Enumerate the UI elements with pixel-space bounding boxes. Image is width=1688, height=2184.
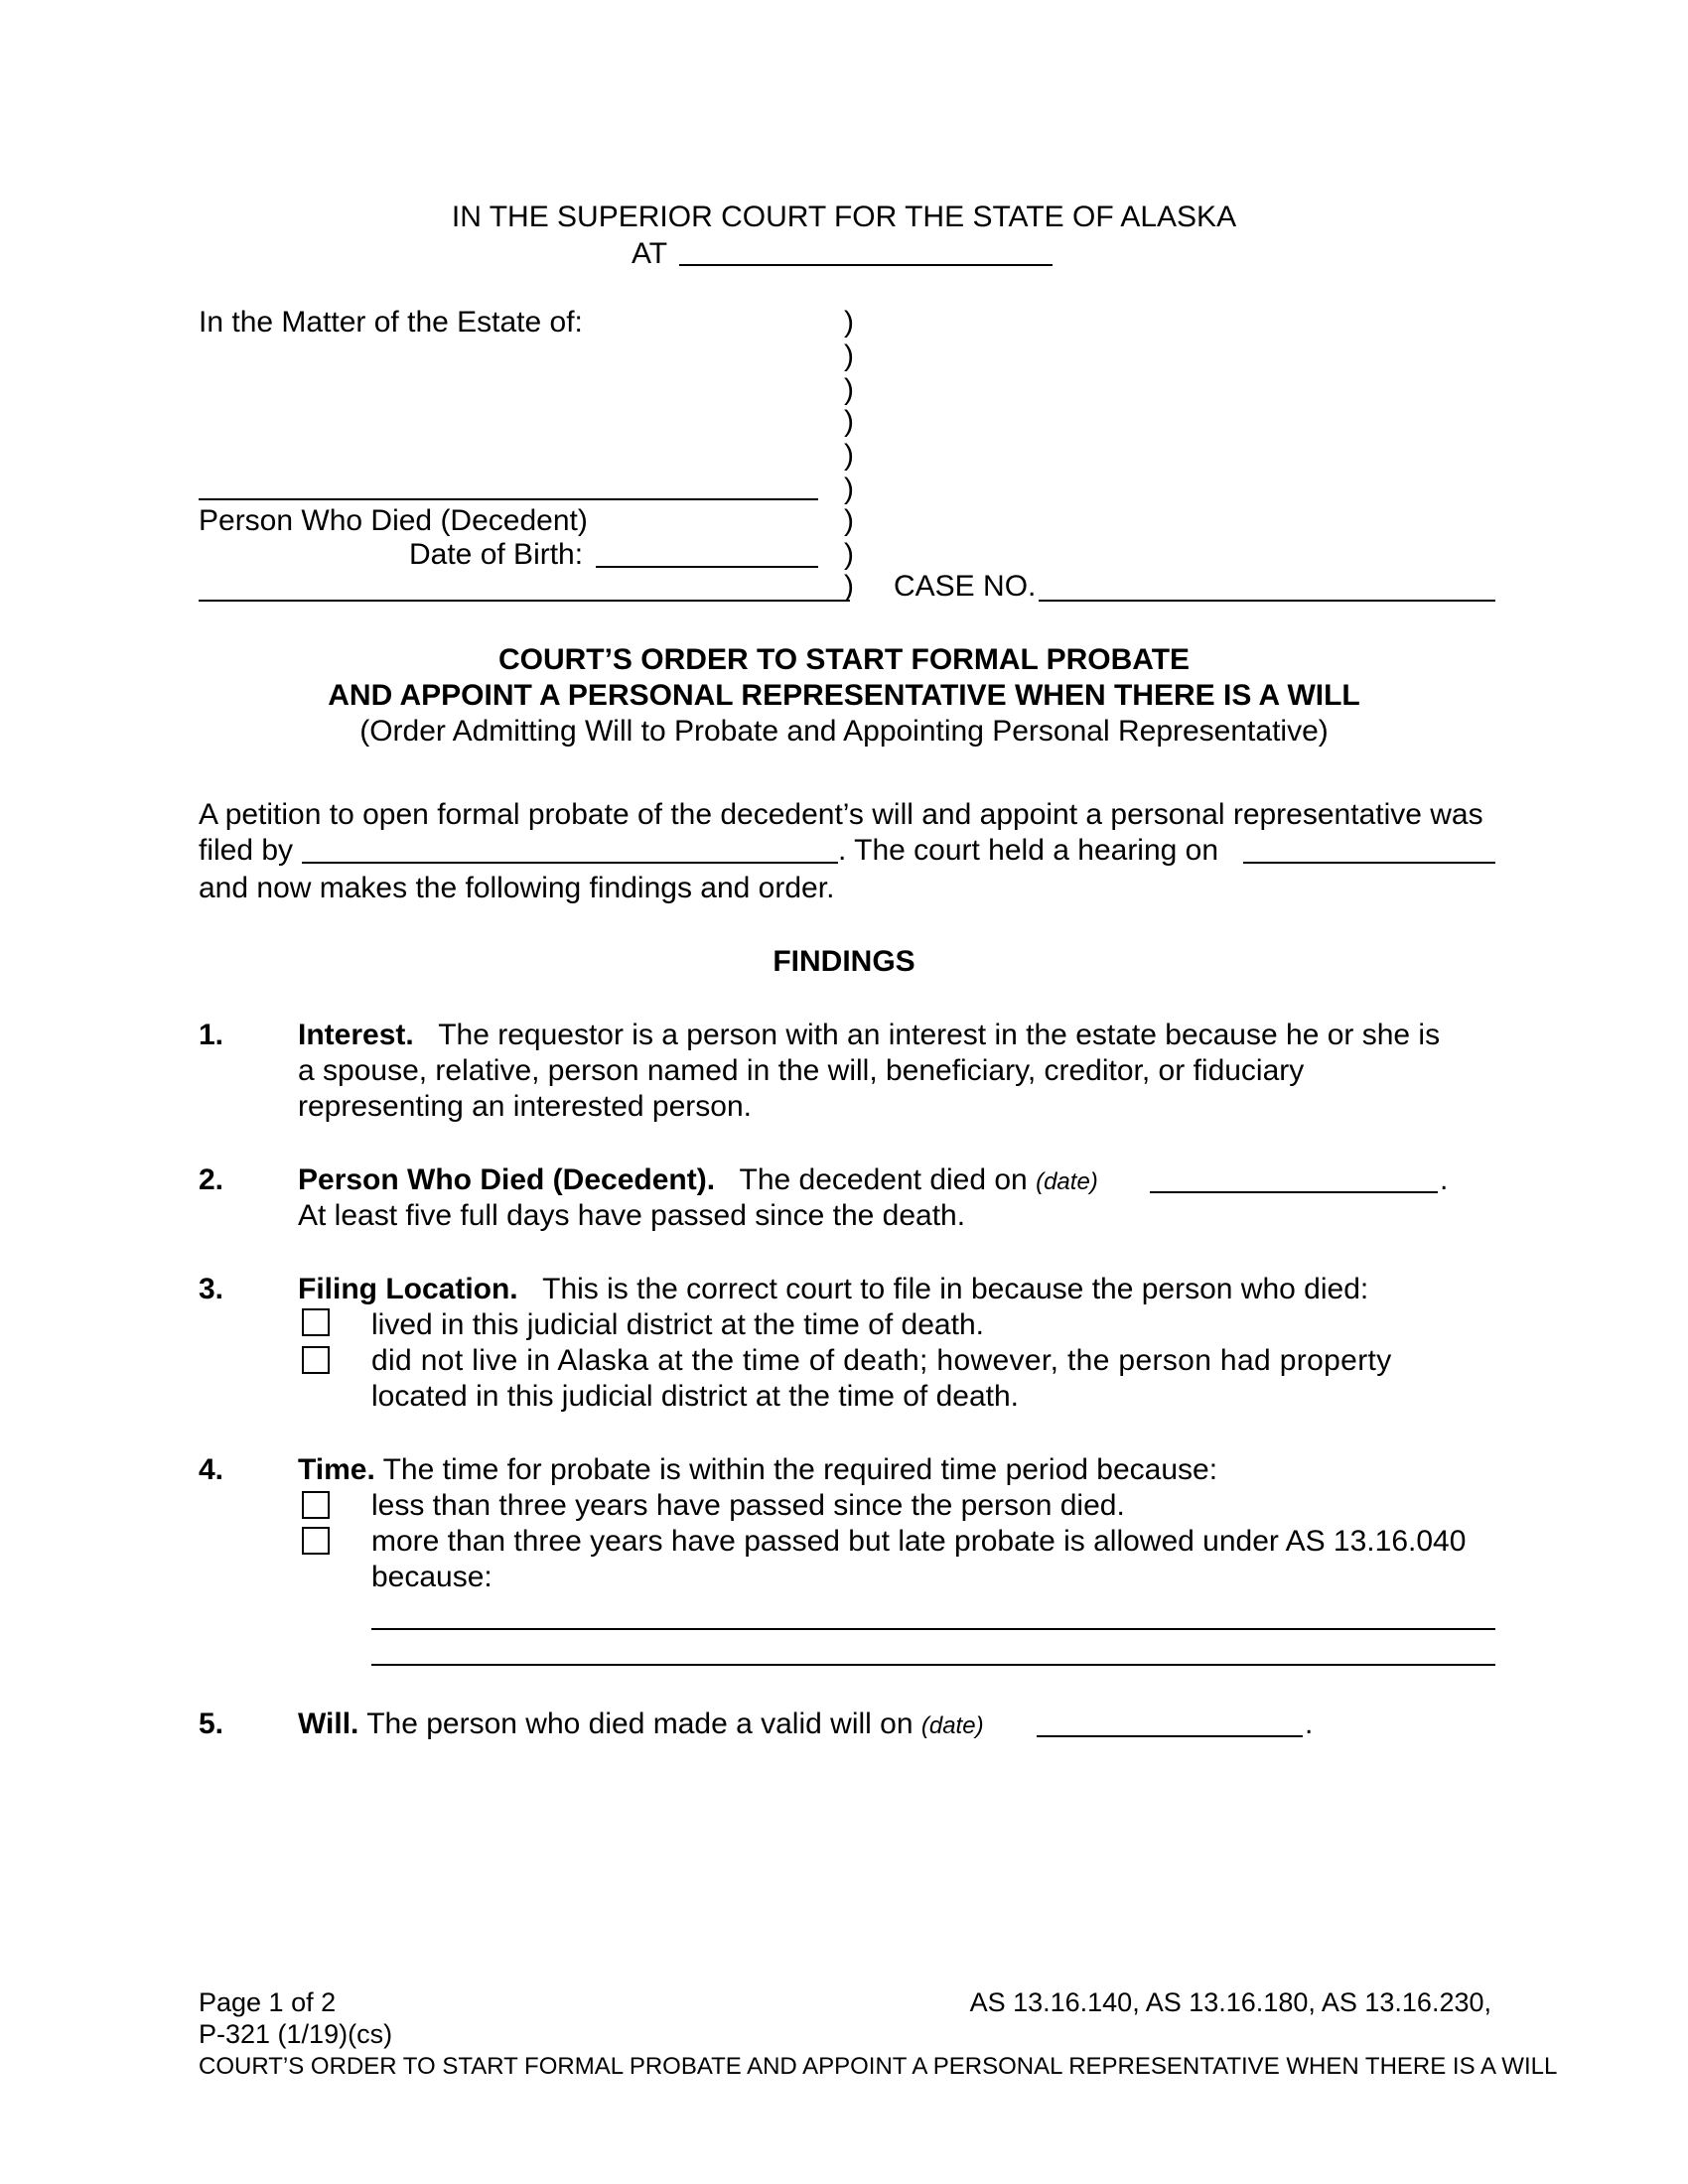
period: . [1440, 1163, 1449, 1196]
dob-field[interactable] [596, 566, 818, 568]
finding-number: 2. [199, 1163, 224, 1196]
finding-5-line1: The person who died made a valid will on [366, 1707, 914, 1740]
finding-2-line1: The decedent died on [739, 1163, 1028, 1196]
finding-1-line3: representing an interested person. [298, 1090, 752, 1123]
decedent-name-field[interactable] [199, 498, 818, 500]
finding-4-heading: Time. [298, 1453, 375, 1486]
finding-4-text [298, 1455, 1217, 1485]
caption-paren: ) [844, 570, 854, 603]
form-number: P-321 (1/19)(cs) [199, 2019, 393, 2049]
property-in-district-checkbox[interactable] [302, 1346, 330, 1374]
caption-paren: ) [844, 373, 854, 406]
decedent-label: Person Who Died (Decedent) [199, 504, 588, 537]
dob-label: Date of Birth: [409, 538, 584, 571]
finding-3-option2-line2: located in this judicial district at the time of death. [371, 1380, 1020, 1413]
finding-number: 1. [199, 1019, 224, 1051]
finding-2-text [298, 1165, 1098, 1195]
caption-paren: ) [844, 405, 854, 438]
case-no-field[interactable] [1039, 600, 1495, 602]
finding-3-heading: Filing Location. [298, 1273, 518, 1305]
finding-1-line2: a spouse, relative, person named in the will, beneficiary, creditor, or fiduciary [298, 1054, 1305, 1087]
document-subtitle: (Order Admitting Will to Probate and Appointing Personal Representative) [359, 715, 1329, 748]
case-no-label: CASE NO. [894, 570, 1037, 603]
late-probate-checkbox[interactable] [302, 1527, 330, 1555]
finding-5-heading: Will. [298, 1707, 359, 1740]
date-hint: (date) [920, 1712, 984, 1739]
intro-line3: and now makes the following findings and order. [199, 872, 835, 904]
finding-3-option2-line1: did not live in Alaska at the time of death; however, the person had property [371, 1344, 1392, 1377]
court-heading: IN THE SUPERIOR COURT FOR THE STATE OF ALASKA [451, 201, 1237, 233]
caption-bottom-line [199, 600, 850, 602]
late-probate-reason-field[interactable] [371, 1628, 1495, 1630]
finding-number: 4. [199, 1453, 224, 1486]
caption-paren: ) [844, 504, 854, 537]
under-three-years-checkbox[interactable] [302, 1491, 330, 1519]
estate-matter-label: In the Matter of the Estate of: [199, 306, 583, 339]
finding-2-heading: Person Who Died (Decedent). [298, 1163, 716, 1196]
page-number: Page 1 of 2 [199, 1987, 337, 2017]
finding-1-heading: Interest. [298, 1019, 414, 1051]
finding-number: 3. [199, 1273, 224, 1305]
finding-3-line1: This is the correct court to file in because the person who died: [542, 1273, 1369, 1305]
finding-number: 5. [199, 1707, 224, 1740]
finding-3-text [298, 1275, 1368, 1304]
court-location-label: AT [632, 237, 668, 270]
filed-by-label: filed by [199, 834, 294, 867]
caption-paren: ) [844, 340, 854, 372]
finding-4-option2-line1: more than three years have passed but late probate is allowed under AS 13.16.040 [371, 1525, 1467, 1558]
court-location-field[interactable] [679, 264, 1053, 266]
finding-1-text [298, 1021, 1440, 1050]
caption-paren: ) [844, 439, 854, 472]
finding-2-line2: At least five full days have passed since the death. [298, 1199, 966, 1232]
will-date-field[interactable] [1037, 1735, 1303, 1737]
finding-5-text [298, 1709, 984, 1739]
date-hint: (date) [1036, 1168, 1098, 1195]
petitioner-field[interactable] [302, 862, 838, 864]
findings-heading: FINDINGS [773, 945, 915, 978]
finding-4-option1: less than three years have passed since the person died. [371, 1489, 1125, 1522]
caption-paren: ) [844, 473, 854, 505]
document-title-line1: COURT’S ORDER TO START FORMAL PROBATE [497, 643, 1191, 676]
statute-references: AS 13.16.140, AS 13.16.180, AS 13.16.230, [969, 1987, 1491, 2017]
form-title: COURT’S ORDER TO START FORMAL PROBATE AND APPOINT A PERSONAL REPRESENTATIVE WHEN THERE IS A WILL [199, 2053, 1558, 2080]
late-probate-reason-field[interactable] [371, 1664, 1495, 1666]
hearing-label: . The court held a hearing on [838, 834, 1219, 867]
caption-paren: ) [844, 306, 854, 339]
finding-4-option2-line2: because: [371, 1561, 492, 1593]
death-date-field[interactable] [1150, 1191, 1438, 1193]
period: . [1305, 1707, 1314, 1740]
lived-in-district-checkbox[interactable] [302, 1308, 330, 1336]
document-title-line2: AND APPOINT A PERSONAL REPRESENTATIVE WHEN THERE IS A WILL [328, 679, 1360, 712]
finding-3-option1: lived in this judicial district at the time of death. [371, 1308, 984, 1341]
caption-paren: ) [844, 538, 854, 571]
finding-1-line1: The requestor is a person with an interest in the estate because he or she is [438, 1019, 1441, 1051]
finding-4-line1: The time for probate is within the required time period because: [382, 1453, 1218, 1486]
hearing-date-field[interactable] [1243, 862, 1495, 864]
intro-line1: A petition to open formal probate of the decedent’s will and appoint a personal representative was [199, 798, 1483, 831]
